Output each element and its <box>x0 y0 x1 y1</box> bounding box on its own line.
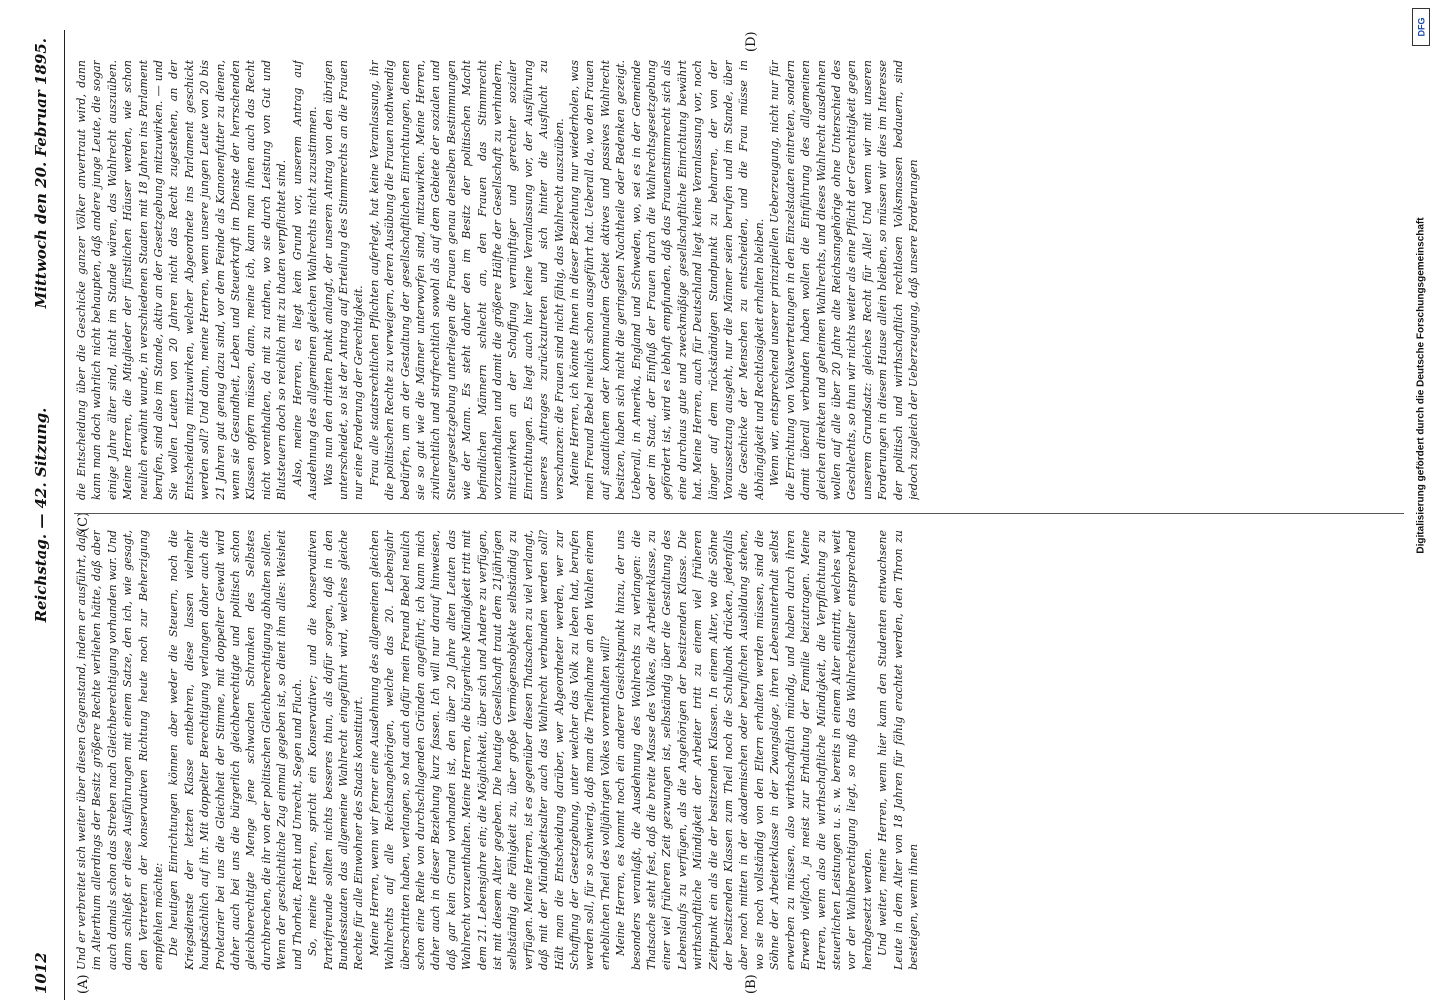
paragraph: Meine Herren, es kommt noch ein anderer Gesichtspunkt hinzu, der uns besonders veranlaßt, die Ausdehnung des Wahlrechts zu verlangen: die Thatsache steht fest, daß die breite Masse des Volkes, die Arbeiterklasse, zu einer viel früheren Zeit gezwungen ist, selbständig über die Gestaltung des Lebenslaufs zu verfügen, als die Angehörigen der besitzenden Klasse. Die wirthschaftliche Mündigkeit der Arbeiter tritt zu einem viel früheren Zeitpunkt ein als die der besitzenden Klassen. In einem Alter, wo die Söhne der besitzenden Klassen zum Theil noch die Schulbank drücken, jedenfalls aber noch mitten in der akademischen oder beruflichen Ausbildung stehen, wo sie noch vollständig von den Eltern erhalten werden müssen, sind die Söhne der Arbeiterklasse in der Zwangslage, ihren Lebensunterhalt selbst erwerben zu müssen, also wirthschaftlich mündig, und haben durch ihren Erwerb vielfach, ja meist zur Erhaltung der Familie beizutragen. Meine Herren, wenn also die wirthschaftliche Mündigkeit, die Verpflichtung zu steuerlichen Leistungen u. s. w. bereits in einem Alter eintritt, welches weit vor der Wahlberechtigung liegt, so muß das Wahlrechtsalter entsprechend herabgesetzt werden. <box>614 530 874 970</box>
session-date: Mittwoch den 20. Februar 1895. <box>32 38 50 309</box>
margin-mark-d: (D) <box>744 31 759 52</box>
left-column <box>74 530 1404 970</box>
margin-mark-b: (B) <box>744 974 759 994</box>
paragraph: Die heutigen Einrichtungen können aber weder die Steuern, noch die Kriegsdienste der letzten Klasse entbehren, diese lassen vielmehr hauptsächlich auf ihr. Mit doppelter Berechtigung verlangen daher auch die Proletarier bei uns die Gleichheit der Stimme, mit doppelter Gewalt wird daher auch bei uns die bürgerlich gleichberechtigte und politisch schon gleichberechtigte Menge jene schwachen Schranken des Selbstes durchbrechen, die ihr von der politischen Gleichberechtigung abhalten sollen. Wenn der geschichtliche Zug einmal gegeben ist, so dient ihm alles: Weisheit und Thorheit, Recht und Unrecht, Segen und Fluch. <box>167 530 304 970</box>
right-column <box>74 60 1404 500</box>
page-title: Reichstag. — 42. Sitzung. <box>32 407 50 623</box>
paragraph: die Entscheidung über die Geschicke ganzer Völker anvertraut wird, dann kann man doch wahrlich nicht behaupten, daß andere junge Leute, die sogar einige Jahre älter sind, nicht im Stande wären, das Wahlrecht auszuüben. Meine Herren, die Mitglieder der fürstlichen Häuser werden, wie schon neulich erwähnt wurde, in verschiedenen Staaten mit 18 Jahren ins Parlament berufen, sind also im Stande, aktiv an der Gesetzgebung mitzuwirken. — und Sie wollen Leuten von 20 Jahren nicht das Recht zugestehen, an der Entscheidung mitzuwirken, welcher Abgeordnete ins Parlament geschickt werden soll? Und dann, meine Herren, wenn unsere jungen Leute von 20 bis 21 Jahren gut genug dazu sind, vor dem Feinde als Kanonenfutter zu dienen, wenn sie Gesundheit, Leben und Steuerkraft im Dienste der herrschenden Klassen opfern müssen, dann, meine ich, kann man ihnen auch das Recht nicht vorenthalten, da mit zu rathen, wo sie durch Leistung von Gut und Blutsteuern doch so reichlich mit zu thaten verpflichtet sind. <box>75 60 289 500</box>
document-page <box>24 30 1414 1000</box>
paragraph: Was nun den dritten Punkt anlangt, der unseren Antrag von den übrigen unterscheidet, so ist der Antrag auf Erteilung des Stimmrechts an die Frauen nur eine Forderung der Gerechtigkeit. <box>321 60 366 500</box>
paragraph: Also, meine Herren, es liegt kein Grund vor, unserem Antrag auf Ausdehnung des allgemeinen gleichen Wahlrechts nicht zuzustimmen. <box>290 60 320 500</box>
page-number: 1012 <box>32 952 50 994</box>
page-header <box>24 30 65 1000</box>
paragraph: So, meine Herren, spricht ein Konservativer; und die konservativen Parteifreunde sollten nichts besseres thun, als dafür sorgen, daß in den Bundesstaaten das allgemeine Wahlrecht eingeführt wird, welches gleiche Rechte für alle Einwohner des Staats konstituirt. <box>306 530 366 970</box>
digitization-credit <box>1410 0 1432 1000</box>
paragraph: Und er verbreitet sich weiter über diesen Gegenstand, indem er ausführt, daß im Alterthum allerdings der Besitz größere Rechte verliehen hätte, daß aber auch damals schon das Streben nach Gleichberechtigung vorhanden war. Und dann schließt er diese Ausführungen mit einem Satze, den ich, wie gesagt, den Vertretern der konservativen Richtung heute noch zur Beherzigung empfehlen möchte: <box>75 530 166 970</box>
column-divider <box>74 513 1404 514</box>
credit-text: Digitalisierung gefördert durch die Deutsche Forschungsgemeinschaft <box>1415 217 1427 554</box>
margin-mark-c: (C) <box>76 511 91 532</box>
dfg-logo <box>1412 8 1430 46</box>
paragraph: Und weiter, meine Herren, wenn hier kann den Studenten entwachsene Leute in dem Alter von 18 Jahren für fähig erachtet werden, den Thron zu besteigen, wenn ihnen <box>876 530 920 970</box>
paragraph: Wenn wir, entsprechend unserer prinzipiellen Ueberzeugung, nicht nur für die Errichtung von Volksvertretungen in den Einzelstaaten eintreten, sondern damit überall verbunden haben wollen die Einführung des allgemeinen gleichen direkten und geheimen Wahlrechts, und dieses Wahlrecht ausdehnen wollen auf alle über 20 Jahre alte Reichsangehörige ohne Unterschied des Geschlechts, so thun wir nichts weiter als eine Pflicht der Gerechtigkeit gegen unserem Grundsatz: gleiches Recht für Alle! Und wenn wir mit unseren Forderungen in diesem Hause allein bleiben, so müssen wir dies im Interesse der politisch und wirthschaftlich rechtlosen Volksmassen bedauern, sind jedoch zugleich der Ueberzeugung, daß unsere Forderungen <box>768 60 920 500</box>
dfg-logo-text: DFG <box>1416 17 1426 37</box>
margin-mark-a: (A) <box>76 974 91 994</box>
paragraph: Meine Herren, wenn wir ferner eine Ausdehnung des allgemeinen gleichen Wahlrechts auf alle Reichsangehörigen, welche das 20. Lebensjahr überschritten haben, verlangen, so hat auch dafür mein Freund Bebel neulich schon eine Reihe von durchschlagenden Gründen angeführt; ich kann mich daher auch in dieser Beziehung kurz fassen. Ich will nur darauf hinweisen, daß gar kein Grund vorhanden ist, den über 20 Jahre alten Leuten das Wahlrecht vorzuenthalten. Meine Herren, die bürgerliche Mündigkeit tritt mit dem 21. Lebensjahre ein; die Möglichkeit, über sich und Andere zu verfügen, ist mit diesem Alter gegeben. Die heutige Gesellschaft traut dem 21jährigen selbständig die Fähigkeit zu, über große Vermögensobjekte selbständig zu verfügen. Meine Herren, ist es gegenüber diesen Thatsachen zu viel verlangt, daß mit der Mündigkeitsalter auch das Wahlrecht verbunden werden soll? Hält man die Entscheidung darüber, wer Abgeordneter werden, wer zur Schaffung der Gesetzgebung, unter welcher das Volk zu leben hat, berufen werden soll, für so schwierig, daß man die Theilnahme an den Wahlen einem erheblichen Theil des volljährigen Volkes vorenthalten will? <box>367 530 612 970</box>
paragraph: Frau alle staatsrechtlichen Pflichten auferlegt, hat keine Veranlassung, ihr die politischen Rechte zu verweigern, deren Ausübung die Frauen nothwendig bedürfen, um an der Gestaltung der gesellschaftlichen Einrichtungen, denen sie so gut wie die Männer unterworfen sind, mitzuwirken. Meine Herren, zivilrechtlich und strafrechtlich sowohl als auf dem Gebiete der sozialen und Steuergesetzgebung unterliegen die Frauen genau denselben Bestimmungen wie der Mann. Es steht daher den im Besitz der politischen Macht befindlichen Männern schlecht an, den Frauen das Stimmrecht vorzuenthalten und damit die größere Hälfte der Gesellschaft zu verhindern, mitzuwirken an der Schaffung vernünftiger und gerechter sozialer Einrichtungen. Es liegt auch hier keine Veranlassung vor, der Ausführung unseres Antrages zurückzutreten und sich hinter die Ausflucht zu verschanzen: die Frauen sind nicht fähig, das Wahlrecht auszuüben. <box>367 60 566 500</box>
paragraph: Meine Herren, ich könnte Ihnen in dieser Beziehung nur wiederholen, was mein Freund Bebel neulich schon ausgeführt hat. Ueberall da, wo den Frauen auf staatlichem oder kommunalem Gebiet aktives und passives Wahlrecht besitzen, haben sich nicht die geringsten Nachtheile oder Bedenken gezeigt. Ueberall, in Amerika, England und Schweden, wo, sei es in der Gemeinde oder im Staat, der Einfluß der Frauen durch die Wahlrechtsgesetzgebung gefördert ist, wird es lebhaft empfunden, daß das Frauenstimmrecht sich als eine durchaus gute und zweckmäßige gesellschaftliche Einrichtung bewährt hat. Meine Herren, auch für Deutschland liegt keine Veranlassung vor, noch länger auf dem rückständigen Standpunkt zu beharren, der von der Voraussetzung ausgeht, nur die Männer seien berufen und im Stande, über die Geschicke der Menschen zu entscheiden, und die Frau müsse in Abhängigkeit und Rechtlosigkeit erhalten bleiben. <box>568 60 766 500</box>
